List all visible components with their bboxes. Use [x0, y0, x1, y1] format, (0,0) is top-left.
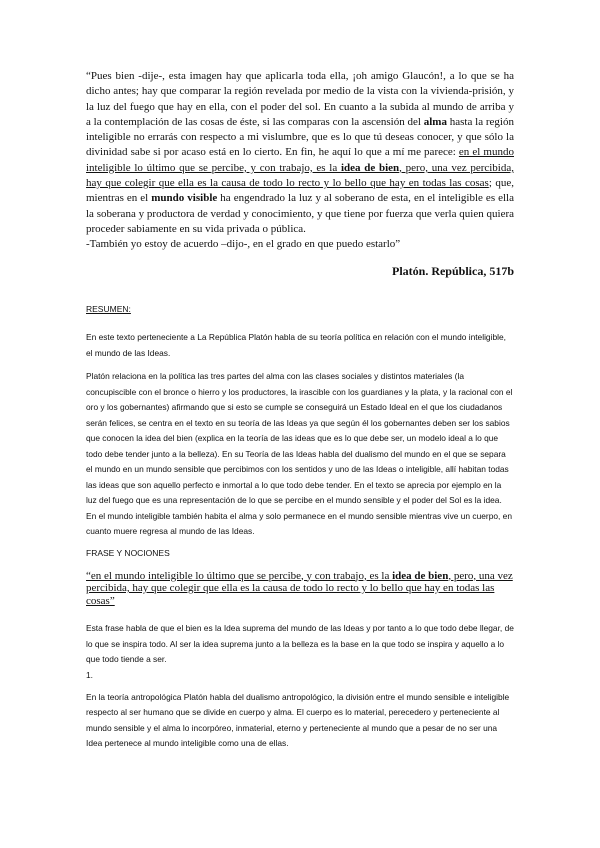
quote-bold-idea-de-bien: idea de bien: [340, 161, 400, 174]
frase-paragraph-2: En la teoría antropológica Platón habla del dualismo antropológico, la división entre el mundo sensible e inteligible respecto al ser humano que se divide en cuerpo y alma. El cuerpo es lo material, perecedero y perteneciente al mundo sensible y el alma lo incorpóreo, inmaterial, eterno y perteneciente al mundo que a pesar de no ser una Idea pertenece al mundo inteligible como una de ellas.: [86, 691, 510, 748]
summary-section: [86, 304, 514, 760]
quote-text: “Pues bien -dije-, esta imagen hay que aplicarla toda ella, ¡oh amigo Glaucón!, a lo que se ha dicho antes; hay que comparar la región revelada por medio de la vista con la vivienda-prisión, y la luz del fuego que hay en ella, con el poder del sol. En cuanto a la subida al mundo de arriba y a la contemplación de las cosas de éste, si las comparas con la ascensión del: [86, 70, 514, 128]
frase-quote-text: , pero, una vez percibida, hay que colegir que ella es la causa de todo lo recto y lo bello que hay en todas las cosas”: [86, 569, 513, 607]
frase-heading: FRASE Y NOCIONES: [86, 547, 170, 558]
resumen-heading: RESUMEN:: [86, 304, 131, 314]
resumen-paragraph-1: En este texto perteneciente a La República Platón habla de su teoría política en relación con el mundo inteligible, el mundo de las Ideas.: [86, 332, 506, 358]
frase-paragraph-1: Esta frase habla de que el bien es la Idea suprema del mundo de las Ideas y por tanto a lo que todo debe llegar, de lo que se inspira todo. Al ser la idea suprema junto a la belleza es la base en la que todo se inspira y aquello a lo que todo tiende a ser.: [86, 623, 514, 664]
frase-quote: [86, 570, 514, 608]
quote-underlined-text: , pero, una vez percibida, hay que colegir que ella es la causa de todo lo recto y lo bello que hay en todas las cosas: [86, 161, 514, 190]
quote-text: ha engendrado la luz y al soberano de esta, en el inteligible es ella la soberana y productora de verdad y conocimiento, y que tiene por fuerza que verla quien quiera proceder sabiamente en su vida privada o pública.: [86, 192, 514, 235]
frase-quote-bold: idea de bien: [392, 569, 449, 582]
quote-paragraph: [86, 69, 514, 253]
list-number: 1.: [86, 669, 93, 680]
quote-text: hasta la región inteligible no errarás con respecto a mi vislumbre, que es lo que tú deseas conocer, y que sólo la divinidad sabe si por acaso está en lo cierto. En fin, he aquí lo que a mí me parece:: [86, 115, 514, 159]
quote-underlined-text: en el mundo inteligible lo último que se percibe, y con trabajo, es la: [86, 146, 514, 174]
quote-reply: -También yo estoy de acuerdo –dijo-, en el grado en que puedo estarlo”: [86, 238, 401, 251]
quote-bold-alma: alma: [423, 115, 447, 128]
resumen-paragraph-2: Platón relaciona en la política las tres partes del alma con las clases sociales y distintos materiales (la concupiscible con el bronce o hierro y los productores, la irascible con los guardianes y la plata, y la racional con el oro y los gobernantes) afirmando que si esto se cumple se conseguirá un Estado Ideal en el que los ciudadanos serán felices, se centra en el texto en su teoría de las Ideas ya que según él los gobernantes deben ser los sabios que conocen la idea del bien (explica en la teoría de las ideas que es lo que debe ser, un modelo ideal a lo que todo debe tender junto a la belleza). En su Teoría de las Ideas habla del dualismo del mundo en el que se separa el mundo en un mundo sensible que percibimos con los sentidos y uno de las Ideas o inteligible, allí habitan todas las ideas que son aquello perfecto e inmortal a lo que todo debe tender. En el texto se aprecia por ejemplo en la luz del fuego que es una representación de lo que se percibe en el mundo sensible y el poder del Sol es la idea. En el mundo inteligible también habita el alma y solo permanece en el mundo sensible mientras vive un cuerpo, en cuanto muere regresa al mundo de las Ideas.: [86, 371, 513, 536]
quote-text: ; que, mientras en el: [86, 177, 514, 205]
quote-bold-mundo-visible: mundo visible: [151, 192, 218, 205]
frase-quote-text: “en el mundo inteligible lo último que se percibe, y con trabajo, es la: [86, 569, 393, 582]
quote-attribution: Platón. República, 517b: [391, 264, 514, 278]
